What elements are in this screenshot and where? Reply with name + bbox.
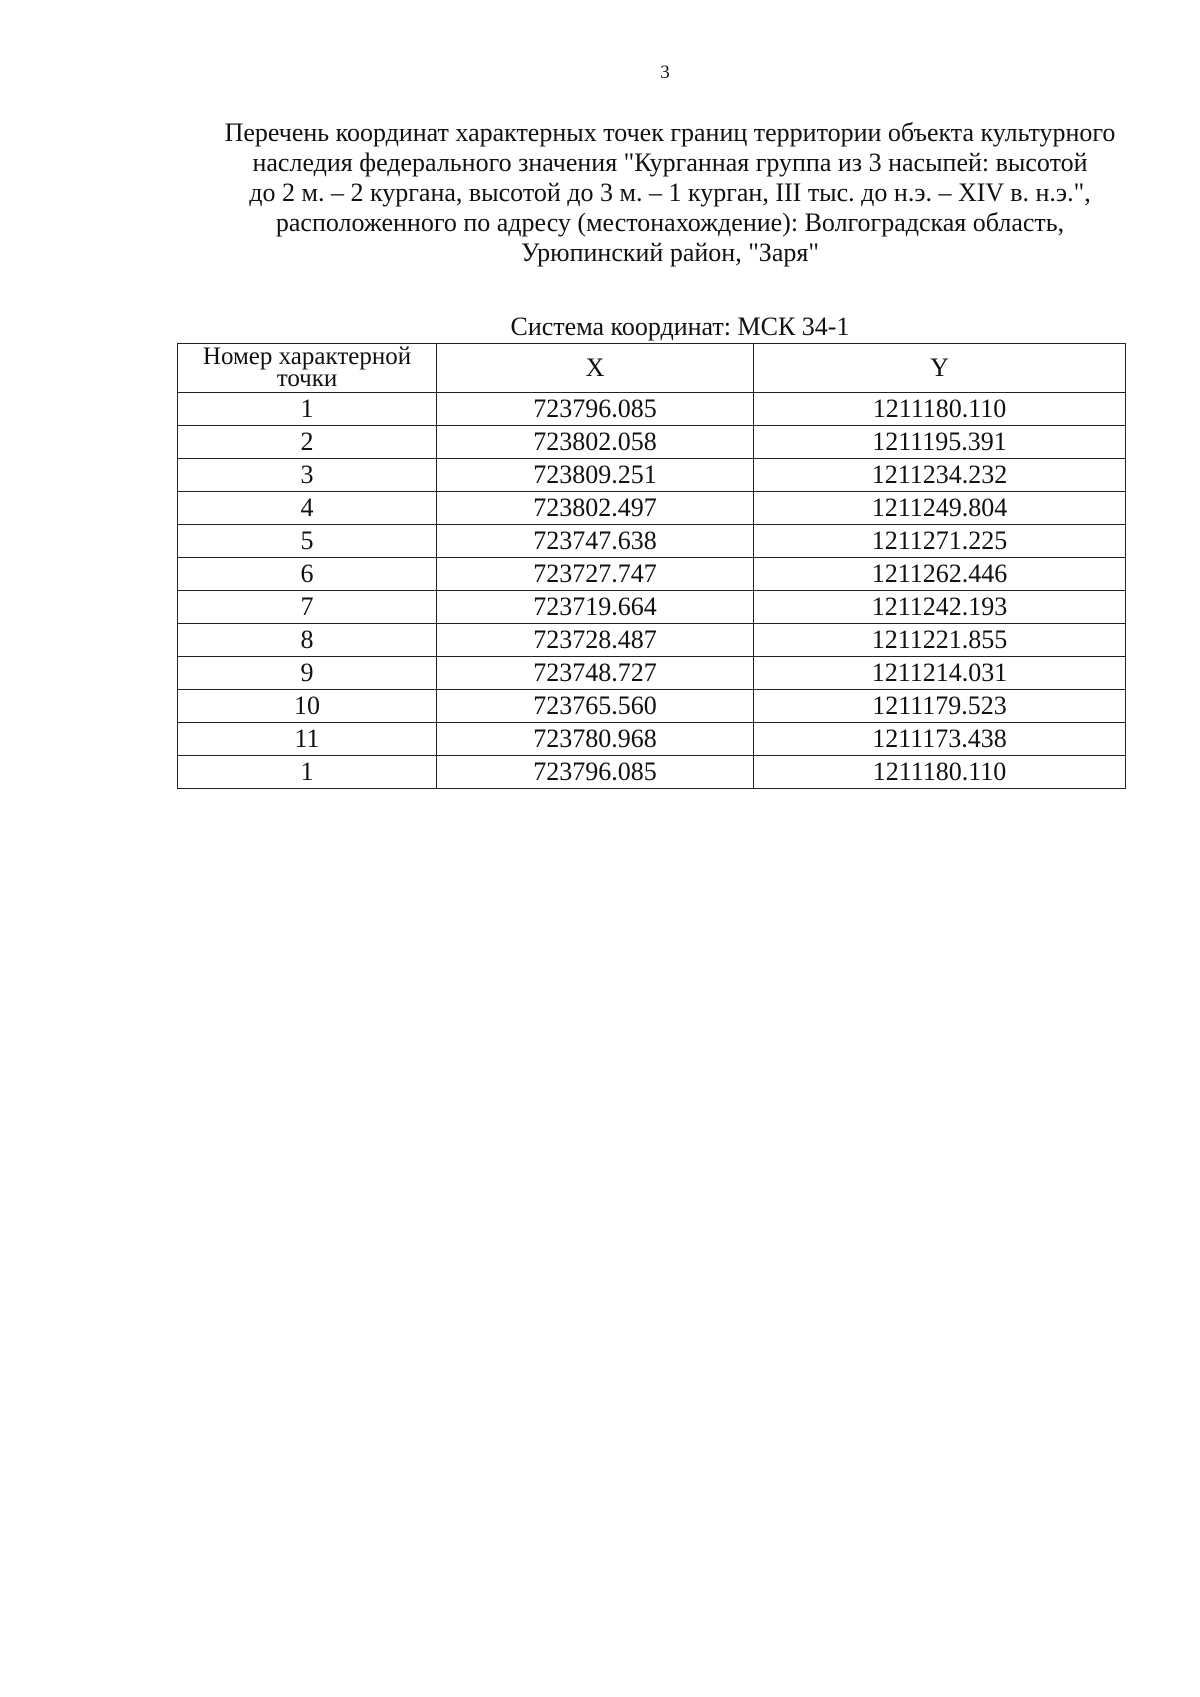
cell-x: 723796.085 — [437, 393, 754, 426]
cell-y: 1211242.193 — [754, 591, 1126, 624]
header-y: Y — [754, 344, 1126, 393]
table-row — [178, 426, 1126, 459]
cell-x: 723727.747 — [437, 558, 754, 591]
cell-x: 723728.487 — [437, 624, 754, 657]
title-line: расположенного по адресу (местонахождение): Волгоградская область, — [275, 208, 1065, 237]
header-point-number-line2: точки — [276, 365, 338, 392]
table-row — [178, 657, 1126, 690]
title-line: Перечень координат характерных точек границ территории объекта культурного — [224, 118, 1116, 147]
table-row — [178, 723, 1126, 756]
cell-point-number: 4 — [178, 492, 437, 525]
cell-x: 723809.251 — [437, 459, 754, 492]
header-point-number-line1: Номер характерной — [202, 343, 412, 370]
cell-y: 1211249.804 — [754, 492, 1126, 525]
coordinate-system-caption: Система координат: МСК 34-1 — [510, 312, 850, 341]
coordinates-table — [177, 343, 1126, 789]
title-line: Урюпинский район, "Заря" — [521, 238, 819, 267]
cell-point-number: 3 — [178, 459, 437, 492]
page-number: 3 — [660, 62, 670, 83]
cell-point-number: 10 — [178, 690, 437, 723]
table-row — [178, 492, 1126, 525]
cell-x: 723796.085 — [437, 756, 754, 789]
cell-point-number: 8 — [178, 624, 437, 657]
cell-x: 723780.968 — [437, 723, 754, 756]
document-title — [160, 118, 1180, 268]
cell-y: 1211234.232 — [754, 459, 1126, 492]
title-line: наследия федерального значения "Курганная группа из 3 насыпей: высотой — [252, 148, 1088, 177]
cell-x: 723748.727 — [437, 657, 754, 690]
table-row — [178, 591, 1126, 624]
table-row — [178, 393, 1126, 426]
table-row — [178, 558, 1126, 591]
cell-x: 723802.497 — [437, 492, 754, 525]
cell-y: 1211180.110 — [754, 756, 1126, 789]
cell-point-number: 9 — [178, 657, 437, 690]
cell-y: 1211214.031 — [754, 657, 1126, 690]
cell-point-number: 1 — [178, 393, 437, 426]
cell-y: 1211173.438 — [754, 723, 1126, 756]
cell-y: 1211221.855 — [754, 624, 1126, 657]
cell-point-number: 5 — [178, 525, 437, 558]
table-row — [178, 624, 1126, 657]
cell-y: 1211262.446 — [754, 558, 1126, 591]
cell-x: 723719.664 — [437, 591, 754, 624]
cell-y: 1211271.225 — [754, 525, 1126, 558]
cell-y: 1211180.110 — [754, 393, 1126, 426]
cell-point-number: 1 — [178, 756, 437, 789]
header-point-number — [178, 344, 437, 393]
cell-point-number: 2 — [178, 426, 437, 459]
table-body — [178, 393, 1126, 789]
cell-y: 1211195.391 — [754, 426, 1126, 459]
table-row — [178, 525, 1126, 558]
cell-x: 723747.638 — [437, 525, 754, 558]
cell-point-number: 7 — [178, 591, 437, 624]
cell-x: 723765.560 — [437, 690, 754, 723]
title-line: до 2 м. – 2 кургана, высотой до 3 м. – 1 курган, III тыс. до н.э. – XIV в. н.э.", — [249, 178, 1091, 207]
table-row — [178, 690, 1126, 723]
table-row — [178, 459, 1126, 492]
table-header-row — [178, 344, 1126, 393]
cell-point-number: 11 — [178, 723, 437, 756]
header-x: X — [437, 344, 754, 393]
cell-x: 723802.058 — [437, 426, 754, 459]
cell-y: 1211179.523 — [754, 690, 1126, 723]
table-row — [178, 756, 1126, 789]
cell-point-number: 6 — [178, 558, 437, 591]
